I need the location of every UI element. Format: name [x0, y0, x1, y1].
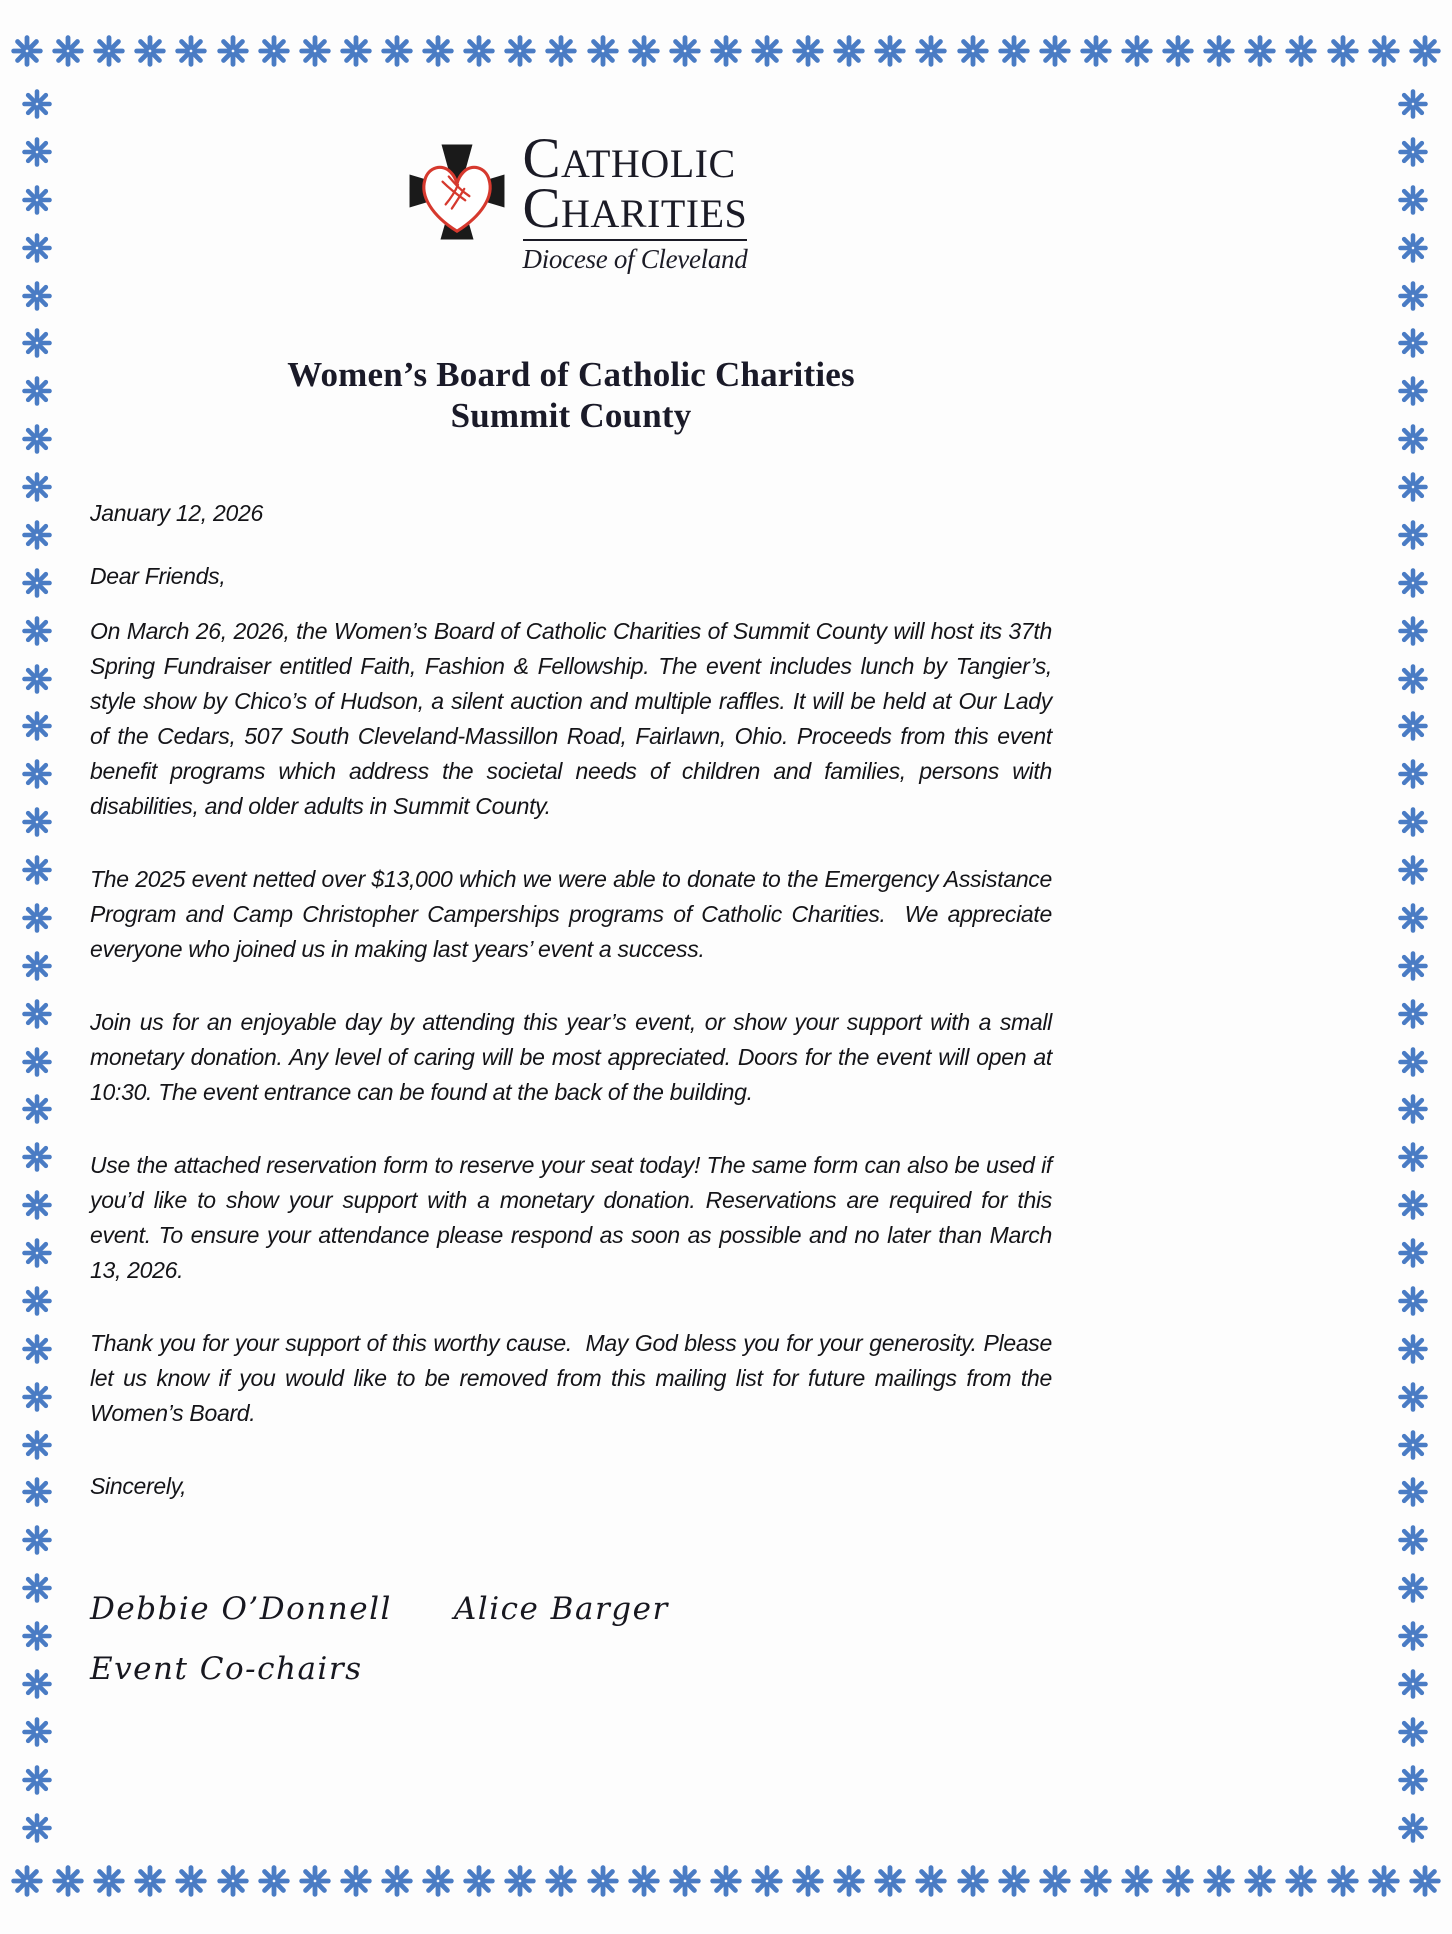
asterisk-icon	[298, 1864, 332, 1898]
asterisk-icon	[21, 567, 53, 599]
asterisk-icon	[1397, 902, 1429, 934]
asterisk-icon	[21, 375, 53, 407]
asterisk-icon	[21, 902, 53, 934]
asterisk-icon	[21, 136, 53, 168]
letter-body	[90, 614, 1059, 1431]
letter-date: January 12, 2026	[90, 500, 263, 526]
asterisk-icon	[298, 34, 332, 68]
border-left	[20, 88, 54, 1844]
asterisk-icon	[1397, 423, 1429, 455]
asterisk-icon	[1120, 34, 1154, 68]
asterisk-icon	[21, 1764, 53, 1796]
asterisk-icon	[832, 1864, 866, 1898]
paragraph: The 2025 event netted over $13,000 which we were able to donate to the Emergency Assistance Program and Camp Christopher Camperships programs of Catholic Charities. We appreciate everyone who joined us in making last years’ event a success.	[90, 866, 1059, 962]
asterisk-icon	[750, 1864, 784, 1898]
asterisk-icon	[21, 1189, 53, 1221]
asterisk-icon	[380, 1864, 414, 1898]
asterisk-icon	[997, 1864, 1031, 1898]
asterisk-icon	[1397, 136, 1429, 168]
asterisk-icon	[21, 1333, 53, 1365]
asterisk-icon	[21, 806, 53, 838]
asterisk-icon	[339, 1864, 373, 1898]
asterisk-icon	[21, 663, 53, 695]
asterisk-icon	[832, 34, 866, 68]
asterisk-icon	[956, 34, 990, 68]
logo-org-line2: Charities	[522, 177, 748, 240]
asterisk-icon	[174, 1864, 208, 1898]
cross-heart-icon	[395, 128, 519, 256]
asterisk-icon	[627, 34, 661, 68]
asterisk-icon	[92, 34, 126, 68]
asterisk-icon	[51, 34, 85, 68]
asterisk-icon	[1397, 1572, 1429, 1604]
asterisk-icon	[339, 34, 373, 68]
asterisk-icon	[791, 1864, 825, 1898]
asterisk-icon	[21, 327, 53, 359]
asterisk-icon	[873, 34, 907, 68]
signature-title: Event Co-chairs	[90, 1651, 363, 1687]
asterisk-icon	[21, 232, 53, 264]
asterisk-icon	[216, 34, 250, 68]
asterisk-icon	[1397, 950, 1429, 982]
asterisk-icon	[21, 471, 53, 503]
asterisk-icon	[1243, 1864, 1277, 1898]
title-line1: Women’s Board of Catholic Charities	[287, 355, 855, 394]
asterisk-icon	[21, 615, 53, 647]
asterisk-icon	[668, 34, 702, 68]
signature-row	[90, 1590, 1052, 1628]
asterisk-icon	[709, 1864, 743, 1898]
asterisk-icon	[174, 34, 208, 68]
asterisk-icon	[21, 88, 53, 120]
asterisk-icon	[1397, 232, 1429, 264]
asterisk-icon	[1284, 34, 1318, 68]
asterisk-icon	[380, 34, 414, 68]
asterisk-icon	[1397, 1333, 1429, 1365]
asterisk-icon	[92, 1864, 126, 1898]
asterisk-icon	[1397, 375, 1429, 407]
asterisk-icon	[1038, 1864, 1072, 1898]
asterisk-icon	[21, 1716, 53, 1748]
asterisk-icon	[1397, 758, 1429, 790]
asterisk-icon	[1397, 854, 1429, 886]
asterisk-icon	[1397, 1189, 1429, 1221]
asterisk-icon	[709, 34, 743, 68]
asterisk-icon	[21, 519, 53, 551]
asterisk-icon	[1202, 34, 1236, 68]
asterisk-icon	[10, 34, 44, 68]
catholic-charities-logo	[90, 128, 1052, 304]
border-top	[10, 34, 1442, 68]
signature-debbie-odonnell: Debbie O’Donnell	[90, 1591, 392, 1627]
asterisk-icon	[1397, 998, 1429, 1030]
asterisk-icon	[1397, 1716, 1429, 1748]
asterisk-icon	[1397, 806, 1429, 838]
asterisk-icon	[21, 1668, 53, 1700]
asterisk-icon	[1397, 1524, 1429, 1556]
asterisk-icon	[21, 1046, 53, 1078]
asterisk-icon	[956, 1864, 990, 1898]
asterisk-icon	[750, 34, 784, 68]
asterisk-icon	[1397, 88, 1429, 120]
asterisk-icon	[21, 184, 53, 216]
asterisk-icon	[462, 1864, 496, 1898]
asterisk-icon	[544, 1864, 578, 1898]
asterisk-icon	[503, 34, 537, 68]
asterisk-icon	[21, 854, 53, 886]
border-right	[1396, 88, 1430, 1844]
asterisk-icon	[257, 34, 291, 68]
asterisk-icon	[1326, 34, 1360, 68]
asterisk-icon	[1079, 1864, 1113, 1898]
asterisk-icon	[21, 280, 53, 312]
asterisk-icon	[216, 1864, 250, 1898]
salutation: Dear Friends,	[90, 563, 226, 589]
asterisk-icon	[1397, 663, 1429, 695]
asterisk-icon	[1397, 1141, 1429, 1173]
asterisk-icon	[1397, 1093, 1429, 1125]
asterisk-icon	[1397, 1381, 1429, 1413]
asterisk-icon	[1202, 1864, 1236, 1898]
asterisk-icon	[1284, 1864, 1318, 1898]
asterisk-icon	[1161, 34, 1195, 68]
asterisk-icon	[10, 1864, 44, 1898]
asterisk-icon	[1397, 567, 1429, 599]
asterisk-icon	[1397, 1620, 1429, 1652]
asterisk-icon	[503, 1864, 537, 1898]
asterisk-icon	[1397, 519, 1429, 551]
asterisk-icon	[21, 998, 53, 1030]
asterisk-icon	[1161, 1864, 1195, 1898]
asterisk-icon	[1397, 1668, 1429, 1700]
asterisk-icon	[914, 34, 948, 68]
asterisk-icon	[627, 1864, 661, 1898]
asterisk-icon	[1408, 34, 1442, 68]
asterisk-icon	[21, 710, 53, 742]
asterisk-icon	[1397, 615, 1429, 647]
paragraph: Join us for an enjoyable day by attending this year’s event, or show your support with a small monetary donation. Any level of caring will be most appreciated. Doors for the event will open at 10:30. The event entrance can be found at the back of the building.	[90, 1009, 1059, 1105]
asterisk-icon	[21, 1524, 53, 1556]
asterisk-icon	[21, 1812, 53, 1844]
asterisk-icon	[586, 1864, 620, 1898]
asterisk-icon	[1397, 1429, 1429, 1461]
asterisk-icon	[1397, 1476, 1429, 1508]
logo-tagline: Diocese of Cleveland	[522, 244, 748, 274]
asterisk-icon	[21, 1237, 53, 1269]
asterisk-icon	[21, 1572, 53, 1604]
asterisk-icon	[21, 423, 53, 455]
asterisk-icon	[1367, 1864, 1401, 1898]
paragraph: Thank you for your support of this worthy cause. May God bless you for your generosity. Please let us know if you would like to be removed from this mailing list for future mailings from the Women’s Board.	[90, 1330, 1059, 1426]
asterisk-icon	[873, 1864, 907, 1898]
asterisk-icon	[21, 950, 53, 982]
asterisk-icon	[997, 34, 1031, 68]
asterisk-icon	[133, 34, 167, 68]
asterisk-icon	[1397, 1764, 1429, 1796]
asterisk-icon	[1397, 280, 1429, 312]
asterisk-icon	[21, 1476, 53, 1508]
asterisk-icon	[21, 1429, 53, 1461]
asterisk-icon	[1397, 471, 1429, 503]
asterisk-icon	[21, 1093, 53, 1125]
asterisk-icon	[421, 1864, 455, 1898]
asterisk-icon	[1397, 327, 1429, 359]
asterisk-icon	[1408, 1864, 1442, 1898]
asterisk-icon	[462, 34, 496, 68]
letter-content	[90, 127, 1059, 1688]
asterisk-icon	[133, 1864, 167, 1898]
asterisk-icon	[1038, 34, 1072, 68]
asterisk-icon	[1397, 1285, 1429, 1317]
asterisk-icon	[1120, 1864, 1154, 1898]
paragraph: Use the attached reservation form to reserve your seat today! The same form can also be used if you’d like to show your support with a monetary donation. Reservations are required for this event. To ensure your attendance please respond as soon as possible and no later than March 13, 2026.	[90, 1152, 1059, 1283]
signature-alice-barger: Alice Barger	[453, 1591, 669, 1627]
asterisk-icon	[1326, 1864, 1360, 1898]
letter-title	[90, 354, 1052, 436]
asterisk-icon	[421, 34, 455, 68]
asterisk-icon	[21, 1285, 53, 1317]
asterisk-icon	[668, 1864, 702, 1898]
asterisk-icon	[1397, 184, 1429, 216]
asterisk-icon	[544, 34, 578, 68]
asterisk-icon	[1367, 34, 1401, 68]
asterisk-icon	[1397, 1046, 1429, 1078]
asterisk-icon	[21, 1141, 53, 1173]
asterisk-icon	[21, 758, 53, 790]
asterisk-icon	[1243, 34, 1277, 68]
title-line2: Summit County	[450, 396, 692, 435]
border-bottom	[10, 1864, 1442, 1898]
asterisk-icon	[1397, 1237, 1429, 1269]
asterisk-icon	[21, 1620, 53, 1652]
closing: Sincerely,	[90, 1473, 187, 1499]
asterisk-icon	[21, 1381, 53, 1413]
paragraph: On March 26, 2026, the Women’s Board of Catholic Charities of Summit County will host its 37th Spring Fundraiser entitled Faith, Fashion & Fellowship. The event includes lunch by Tangier’s, style show by Chico’s of Hudson, a silent auction and multiple raffles. It will be held at Our Lady of the Cedars, 507 South Cleveland-Massillon Road, Fairlawn, Ohio. Proceeds from this event benefit programs which address the societal needs of children and families, persons with disabilities, and older adults in Summit County.	[90, 618, 1059, 819]
asterisk-icon	[791, 34, 825, 68]
asterisk-icon	[1079, 34, 1113, 68]
asterisk-icon	[1397, 710, 1429, 742]
asterisk-icon	[586, 34, 620, 68]
asterisk-icon	[1397, 1812, 1429, 1844]
asterisk-icon	[257, 1864, 291, 1898]
asterisk-icon	[914, 1864, 948, 1898]
asterisk-icon	[51, 1864, 85, 1898]
logo-org-line1: Catholic	[522, 127, 736, 190]
logo-text	[523, 128, 748, 274]
